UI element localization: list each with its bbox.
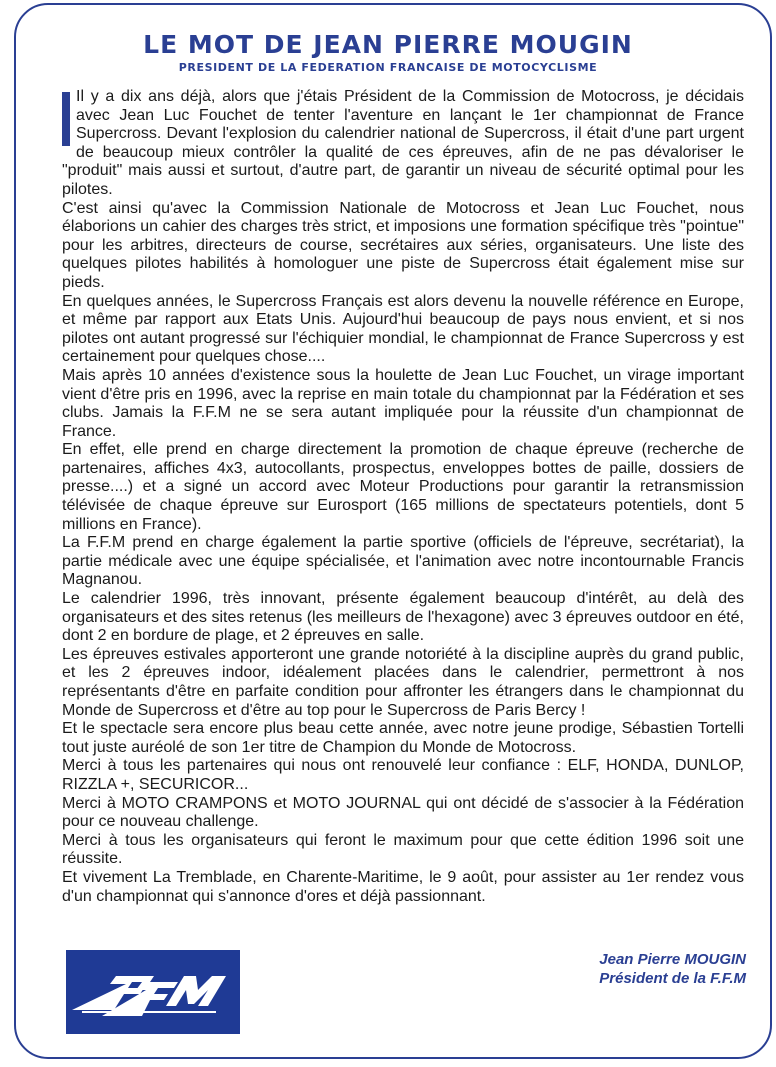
- page-subtitle: PRESIDENT DE LA FEDERATION FRANCAISE DE MOTOCYCLISME: [178, 61, 598, 74]
- dropcap-bar: [62, 92, 70, 146]
- paragraph: Les épreuves estivales apporteront une grande notoriété à la discipline auprès du grand public, et les 2 épreuves indoor, idéalement placées dans le calendrier, permettront à nos représentants d'être en parfaite condition pour affronter les étrangers dans le championnat du Monde de Supercross et d'être au top pour le Supercross de Paris Bercy !: [62, 645, 744, 719]
- signature-role: Président de la F.F.M: [599, 970, 746, 987]
- paragraph: Merci à tous les partenaires qui nous ont renouvelé leur confiance : ELF, HONDA, DUNLOP, RIZZLA +, SECURICOR...: [62, 757, 744, 793]
- paragraph: Mais après 10 années d'existence sous la houlette de Jean Luc Fouchet, un virage important vient d'être pris en 1996, avec la reprise en main totale du championnat par la Fédération et ses clubs. Jamais la F.F.M ne se sera autant impliquée pour la réussite d'un championnat de France.: [62, 366, 744, 440]
- signature-block: [599, 950, 746, 988]
- paragraph: Et vivement La Tremblade, en Charente-Maritime, le 9 août, pour assister au 1er rendez vous d'un championnat qui s'annonce d'ores et déjà passionnant.: [62, 868, 744, 905]
- paragraph: C'est ainsi qu'avec la Commission Nationale de Motocross et Jean Luc Fouchet, nous élaborions un cahier des charges très strict, et imposions une formation spécifique très "pointue" pour les arbitres, directeurs de course, secrétaires aux séries, organisateurs. Une liste des quelques pilotes habilités à homologuer une piste de Supercross était également mise sur pieds.: [62, 199, 744, 291]
- letter-body: [62, 88, 744, 906]
- ffm-logo-graphic: [66, 950, 240, 1034]
- paragraph: En quelques années, le Supercross Français est alors devenu la nouvelle référence en Europe, et même par rapport aux Etats Unis. Aujourd'hui beaucoup de pays nous envient, et si nos pilotes ont autant progressé sur l'échiquier mondial, le championnat de France Supercross y est certainement pour quelques chose....: [62, 292, 744, 366]
- paragraph: Le calendrier 1996, très innovant, présente également beaucoup d'intérêt, au delà des organisateurs et des sites retenus (les meilleurs de l'hexagone) avec 3 épreuves outdoor en été, dont 2 en bordure de plage, et 2 épreuves en salle.: [62, 590, 744, 645]
- paragraph: Et le spectacle sera encore plus beau cette année, avec notre jeune prodige, Sébastien Tortelli tout juste auréolé de son 1er titre de Champion du Monde de Motocross.: [62, 720, 744, 756]
- paragraph: Merci à tous les organisateurs qui feront le maximum pour que cette édition 1996 soit une réussite.: [62, 831, 744, 868]
- paragraph: Merci à MOTO CRAMPONS et MOTO JOURNAL qui ont décidé de s'associer à la Fédération pour ce nouveau challenge.: [62, 794, 744, 831]
- signature-name: Jean Pierre MOUGIN: [599, 951, 746, 968]
- ffm-logo-icon: [66, 950, 240, 1034]
- paragraph: La F.F.M prend en charge également la partie sportive (officiels de l'épreuve, secrétariat), la partie médicale avec une équipe spécialisée, et l'animation avec notre incontournable Francis Magnanou.: [62, 534, 744, 589]
- paragraph: Il y a dix ans déjà, alors que j'étais Président de la Commission de Motocross, je décidais avec Jean Luc Fouchet de tenter l'aventure en lançant le 1er championnat de France Supercross. Devant l'explosion du calendrier national de Supercross, il était d'une part urgent de beaucoup mieux contrôler la qualité de ces épreuves, afin de ne pas dévaloriser le "produit" mais aussi et surtout, d'autre part, de garantir un niveau de sécurité optimal pour les pilotes.: [62, 88, 744, 198]
- paragraph: En effet, elle prend en charge directement la promotion de chaque épreuve (recherche de partenaires, affiches 4x3, autocollants, prospectus, enveloppes bottes de paille, dossiers de presse....) et a signé un accord avec Moteur Productions pour garantir la retransmission télévisée de chaque épreuve sur Eurosport (165 millions de spectateurs potentiels, dont 5 millions en France).: [62, 441, 744, 533]
- page-title: LE MOT DE JEAN PIERRE MOUGIN: [143, 30, 633, 59]
